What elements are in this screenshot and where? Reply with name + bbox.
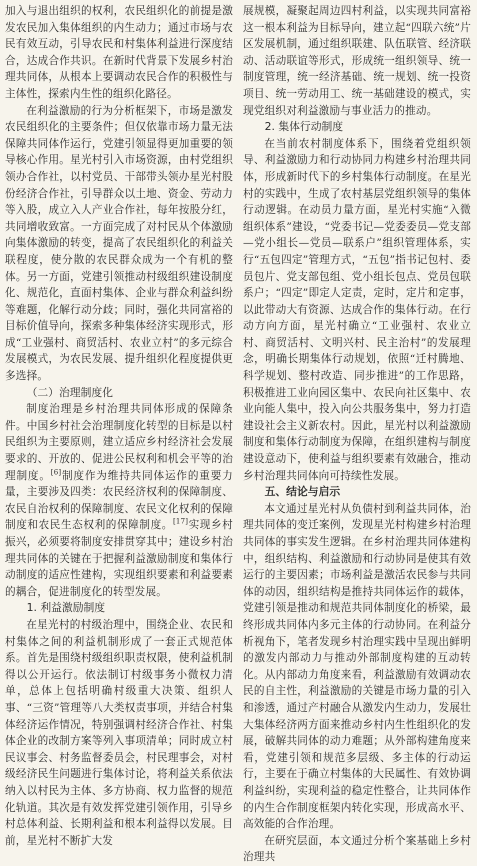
paragraph: 在利益激励的行为分析框架下，市场是激发农民组织化的主要条件；但仅依靠市场力量无法保障共同体作运行，党建引领显得更加重要的领导核心作用。星光村引入市场资源，由村党组织领办合作社，以村党员、干部带头领办星光村股份经济合作社，引导群众以土地、资金、劳动力等入股，成立入人产业合作社，每年按股分红，共同增收致富。一方面完成了对村民从个体激励向集体激励的转变，提高了农民组织化的利益关联程度，使分散的农民群众成为一个有机的整体。另一方面，党建引领推动村级组织建设制度化、规范化，直面村集体、企业与群众利益纠纷等难题，化解行动分歧；同时，强化共同富裕的目标价值导向，探索多种集体经济实现形式，形成“工业强村、商贸活村、农业立村”的多元综合发展模式，为农民发展、提升组织化程度提供更多选择。 [5,104,233,383]
paragraph: 本文通过星光村从负债村到利益共同体，治理共同体的变迁案例，发现星光村构建乡村治理共同体的事实发生逻辑。在乡村治理共同体建构中，组织结构、利益激励和行动协同是使其有效运行的主要因素；市场利益是激活农民参与共同体的动因，组织结构是推持共同体运作的载体，党建引领是推动和规范共同体制度化的桥梁，最终形成共同体内多元主体的行动协同。在利益分析视角下，笔者发现乡村治理实践中呈现出鲜明的激发内部动力与推动外部制度构建的互动转化。从内部动力角度来看，利益激励有效调动农民的自主性，利益激励的关键是市场力量的引入和渗透，通过产村融合从激发内生动力，发展壮大集体经济两方面来推动乡村内生性组织化的发展，破解共同体的动力难题；从外部构建角度来看，党建引领和规范多层级、多主体的行动运行，主要在于确立村集体的大民属性、有效协调利益纠纷，实现利益的稳定性整合，让共同体作的内生合作制度框架内转化实现，形成高水平、高效能的合作治理。 [243,502,471,831]
right-column [243,3,471,864]
paragraph-text: 实现乡村振兴，必须要将制度安排贯穿其中；建设乡村治理共同体的关键在于把握利益激励制度和集体行动制度的适应性建构，实现组织要素和利益要素的耦合，促进制度化的转型发展。 [5,519,233,598]
citation[interactable]: [17] [172,517,189,526]
subsection-heading: 2. 集体行动制度 [264,120,344,134]
citation[interactable]: [6] [50,468,62,477]
paragraph-text: 制度治理是乡村治理共同体形成的保障条件。中国乡村社会治理制度化转型的目标是以村民组织为主要原则，建立适应乡村经济社会发展要求的、开放的、促进公民权利和机会平等的治理制度。 [5,403,233,482]
paragraph: 在星光村的村级治理中，围绕企业、农民和村集体之间的利益机制形成了一套正式规范体系。首先是围绕村级组织职责权限，使利益机制得以公开运行。依法制订村级事务小微权力清单，总体上包括明确村级重大决策、组织人事、“三资”管理等八大类权责事项，并结合村集体经济运作情况，特别强调村经济合作社、村集体企业的改制方案等列入事项清单；同时成立村民议事会、村务监督委员会，村民理事会，对村级经济民生问题进行集体讨论，将利益关系依法纳入以村民为主体、多方协商、权力监督的规范化轨道。其次是有效发挥党建引领作用，引导乡村总体利益、长期利益和根本利益得以发展。目前，星光村不断扩大发 [5,618,233,847]
left-column [5,3,233,847]
paragraph: 在研究层面，本文通过分析个案基础上乡村治理共 [243,834,471,864]
paragraph: 在当前农村制度体系下，围绕着党组织领导、利益激励力和行动协同力构建乡村治理共同体，形成新时代下的乡村集体行动制度。在星光村的实践中，生成了农村基层党组织领导的集体行动逻辑。在动员力量方面，星光村实施“入微组织体系”建设，“党委书记—党委委员—党支部—党小组长—党员—联系户”组织管理体系，实行“五包四定”管理方式，“五包”指书记包村、委员包片、党支部包组、党小组长包点、党员包联系户；“四定”即定人定责，定时，定片和定事，以此带动大有资源、达成合作的集体行动。在行动方向方面，星光村确立“工业强村、农业立村、商贸活村、文明兴村、民主治村”的发展理念，明确长期集体行动规划，依照“迁村腾地、科学规划、整村改造、同步推进”的工作思路，积极推进工业向园区集中、农民向社区集中、农业向能人集中，投入向公共服务集中，努力打造建设社会主义新农村。因此，星光村以利益激励制度和集体行动制度为保障，在组织建构与制度建设意动下，使利益与组织要素有效融合，推动乡村治理共同体向可持续性发展。 [243,137,471,482]
paragraph-text: 制度作为维持共同体运作的重要力量，主要涉及四类：农民经济权利的保障制度、农民自治权利的保障制度、农民文化权利的保障制度和农民生态权利的保障制度。 [5,469,233,532]
paragraph: 展规模，凝聚起周边四村利益，以实现共同富裕这一根本利益为目标导向，建立起“四联六统”片区发展机制，通过组织联建、队伍联管、经济联动、活动联谊等形式，形成统一组织领导、统一制度管理，统一经济基础、统一规划、统一投资项目、统一劳动用工、统一基础建设的模式，实现党组织对利益激励与事业活力的推动。 [243,5,471,117]
subsection-heading: （二）治理制度化 [26,385,113,399]
paragraph [5,401,233,600]
section-heading: 五、结论与启示 [264,485,341,499]
subsection-heading: 1. 利益激励制度 [26,601,106,615]
paragraph: 加入与退出组织的权利，农民组织化的前提是激发农民加入集体组织的内生动力；通过市场与农民有效互动，引导农民和村集体利益进行深度结合，达成合作共识。在新时代背景下发展乡村治理共同体，从根本上要调动农民合作的积极性与主体性，探索内生性的组织化路径。 [5,5,233,100]
